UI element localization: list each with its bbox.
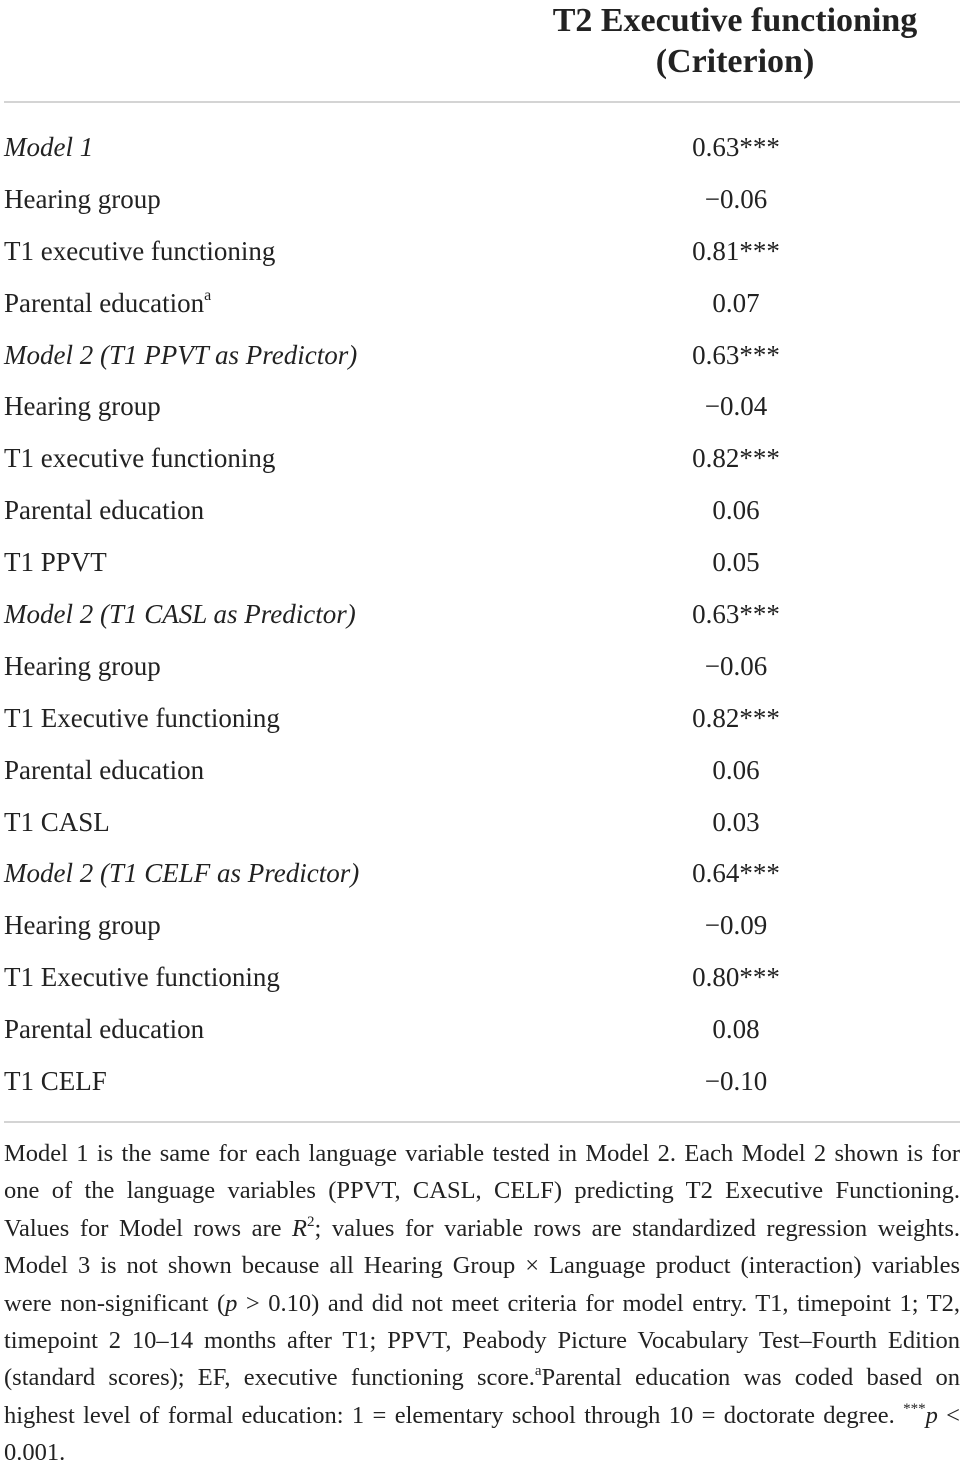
- row-value: 0.81***: [692, 235, 780, 266]
- row-label: [4, 337, 357, 373]
- row-value: 0.06: [712, 495, 760, 526]
- column-header-line-1: T2 Executive functioning: [552, 2, 918, 39]
- table-row: [0, 1055, 964, 1107]
- row-label-text: Model 2 (T1 PPVT as Predictor): [4, 339, 358, 370]
- footnote-text: Parental education was coded based on highest level of formal education: 1 = elementary school through 10 = doctorate degree.: [4, 1364, 960, 1429]
- row-value: 0.64***: [692, 858, 780, 889]
- row-label: [4, 855, 359, 891]
- footnote-text: < 0.001.: [4, 1401, 960, 1467]
- row-value: 0.63***: [692, 339, 780, 370]
- row-label-text: T1 Executive functioning: [4, 962, 280, 993]
- table-row: [0, 744, 964, 796]
- footnote-p-symbol: p: [225, 1289, 238, 1317]
- row-value: −0.06: [704, 650, 768, 681]
- row-label-text: T1 PPVT: [4, 547, 107, 578]
- row-label-text: Model 2 (T1 CELF as Predictor): [4, 858, 360, 889]
- row-value: 0.08: [712, 1014, 760, 1045]
- footer-divider: [4, 1121, 960, 1123]
- row-label-text: Parental education: [4, 495, 205, 526]
- row-value: 0.82***: [692, 702, 780, 733]
- row-label: [4, 907, 161, 943]
- table-row: [0, 225, 964, 277]
- row-label-text: T1 executive functioning: [4, 235, 276, 266]
- row-label-text: Model 2 (T1 CASL as Predictor): [4, 599, 356, 630]
- footnote-paragraph-1: [4, 1135, 960, 1472]
- row-label-text: Hearing group: [4, 391, 161, 422]
- row-label-text: Hearing group: [4, 183, 161, 214]
- row-label: [4, 544, 107, 580]
- row-label: [4, 129, 93, 165]
- row-label: [4, 700, 280, 736]
- table-row: [0, 380, 964, 432]
- table-row: [0, 484, 964, 536]
- footnote-a-marker: a: [534, 1363, 542, 1380]
- row-label-text: Hearing group: [4, 650, 161, 681]
- model-row: [0, 329, 964, 381]
- row-label-text: Model 1: [4, 132, 94, 162]
- footnote-r-symbol: R: [292, 1214, 308, 1242]
- table-row: [0, 951, 964, 1003]
- row-label-text: Parental education: [4, 287, 205, 318]
- row-label: [4, 285, 211, 321]
- table-row: [0, 536, 964, 588]
- footnote-r-superscript: 2: [307, 1213, 315, 1230]
- row-label-text: Hearing group: [4, 910, 161, 941]
- footnote-text: > 0.10) and did not meet criteria for model entry. T1, timepoint 1; T2, timepoint 2 10–14 months after T1; PPVT, Peabody Picture Vocabulary Test–Fourth Edition (standard scores); EF, executive functioning score.: [4, 1289, 960, 1392]
- table-body: [0, 121, 964, 1107]
- row-value: 0.63***: [692, 599, 780, 630]
- row-label-text: T1 executive functioning: [4, 443, 276, 474]
- table-footnote: [4, 1135, 960, 1472]
- footnote-p-symbol: p: [925, 1401, 938, 1429]
- table-row: [0, 1003, 964, 1055]
- table-row: [0, 432, 964, 484]
- row-label-superscript: a: [204, 286, 212, 304]
- row-value: 0.07: [712, 287, 760, 318]
- row-value: 0.06: [712, 754, 760, 785]
- footnote-text: ; values for variable rows are standardized regression weights. Model 3 is not shown because all Hearing Group × Language product (interaction) variables were non-significant (: [4, 1214, 960, 1317]
- row-value: 0.03: [712, 806, 760, 837]
- row-label: [4, 181, 161, 217]
- row-value: −0.09: [704, 910, 768, 941]
- table-row: [0, 796, 964, 848]
- column-header-line-2: (Criterion): [655, 43, 815, 80]
- table-row: [0, 277, 964, 329]
- row-label: [4, 648, 161, 684]
- header-divider: [4, 101, 960, 103]
- row-label: [4, 233, 275, 269]
- row-value: −0.10: [704, 1066, 768, 1097]
- footnote-text: Model 1 is the same for each language variable tested in Model 2. Each Model 2 shown is for one of the language variables (PPVT, CASL, CELF) predicting T2 Executive Functioning. Values for Model rows are: [4, 1140, 960, 1242]
- table-row: [0, 640, 964, 692]
- row-label: [4, 1011, 204, 1047]
- model-row: [0, 121, 964, 173]
- table-header: [0, 0, 964, 100]
- row-label: [4, 440, 275, 476]
- model-row: [0, 588, 964, 640]
- row-label: [4, 804, 110, 840]
- row-value: 0.05: [712, 547, 760, 578]
- row-value: −0.06: [704, 183, 768, 214]
- row-label: [4, 492, 204, 528]
- footnote-significance-stars: ***: [903, 1400, 926, 1417]
- model-row: [0, 847, 964, 899]
- row-label: [4, 388, 161, 424]
- row-label-text: T1 CELF: [4, 1066, 107, 1097]
- row-value: 0.63***: [692, 132, 780, 162]
- table-row: [0, 899, 964, 951]
- table-row: [0, 692, 964, 744]
- row-label-text: Parental education: [4, 1014, 205, 1045]
- row-value: 0.80***: [692, 962, 780, 993]
- row-value: 0.82***: [692, 443, 780, 474]
- row-label-text: T1 Executive functioning: [4, 702, 280, 733]
- row-label: [4, 752, 204, 788]
- row-label-text: Parental education: [4, 754, 205, 785]
- row-label: [4, 596, 356, 632]
- column-header-criterion: [490, 0, 964, 82]
- row-value: −0.04: [704, 391, 768, 422]
- row-label: [4, 1063, 107, 1099]
- row-label-text: T1 CASL: [4, 806, 110, 837]
- row-label: [4, 959, 280, 995]
- table-row: [0, 173, 964, 225]
